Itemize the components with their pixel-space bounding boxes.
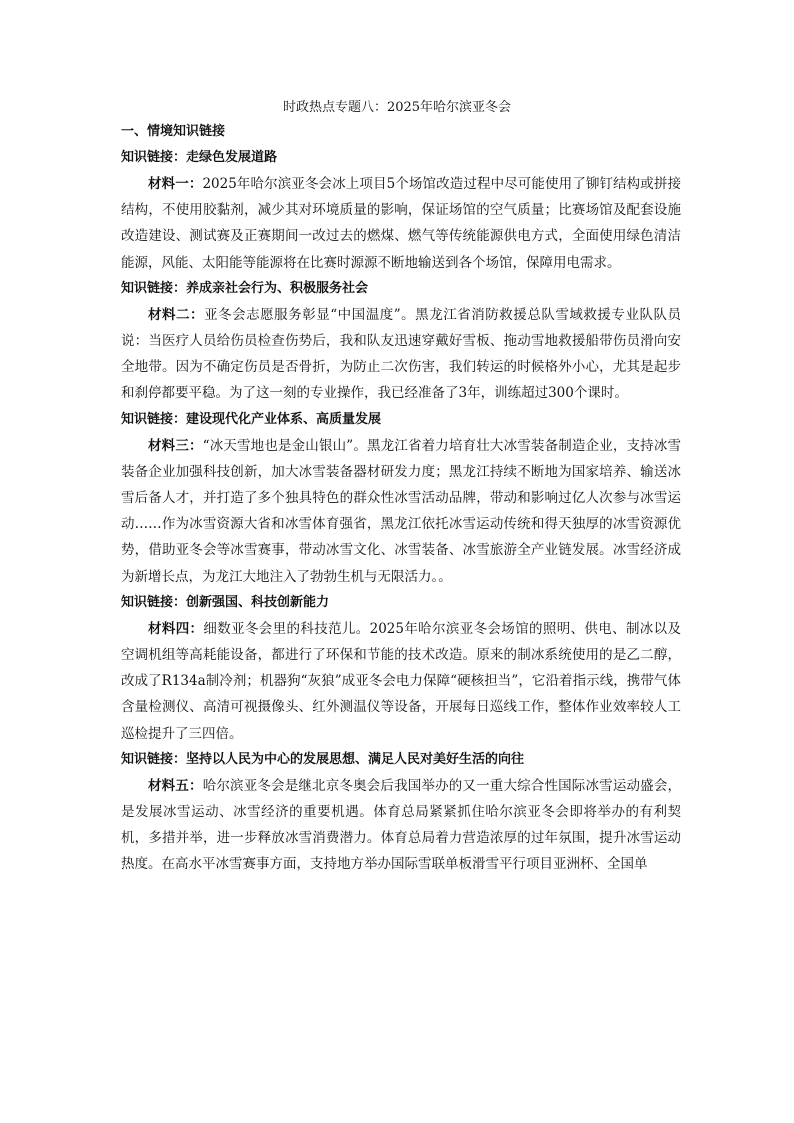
material-3-text: “冰天雪地也是金山银山”。黑龙江省着力培育壮大冰雪装备制造企业，支持冰雪装备企业加强科技创新，加大冰雪装备器材研发力度；黑龙江持续不断地为国家培养、输送冰雪后备人才，并打造了多个独具特色的群众性冰雪活动品牌，带动和影响过亿人次参与冰雪运动……作为冰雪资源大省和冰雪体育强省，黑龙江依托冰雪运动传统和得天独厚的冰雪资源优势，借助亚冬会等冰雪赛事，带动冰雪文化、冰雪装备、冰雪旅游全产业链发展。冰雪经济成为新增长点，为龙江大地注入了勃勃生机与无限活力。。 xyxy=(121,437,681,585)
material-2 xyxy=(121,302,681,407)
document-body xyxy=(121,119,681,878)
knowledge-link-2: 知识链接：养成亲社会行为、积极服务社会 xyxy=(121,280,369,296)
material-3-label: 材料三： xyxy=(148,437,203,454)
knowledge-link-4: 知识链接：创新强国、科技创新能力 xyxy=(121,594,330,610)
material-1-text: 2025年哈尔滨亚冬会冰上项目5个场馆改造过程中尽可能使用了铆钉结构或拼接结构，不使用胶黏剂，减少其对环境质量的影响，保证场馆的空气质量；比赛场馆及配套设施改造建设、测试赛及正赛期间一改过去的燃煤、燃气等传统能源供电方式，全面使用绿色清洁能源，风能、太阳能等能源将在比赛时源源不断地输送到各个场馆，保障用电需求。 xyxy=(121,176,681,271)
material-4-text: 细数亚冬会里的科技范儿。2025年哈尔滨亚冬会场馆的照明、供电、制冰以及空调机组等高耗能设备，都进行了环保和节能的技术改造。原来的制冰系统使用的是乙二醇，改成了R134a制冷剂；机器狗“灰狼”成亚冬会电力保障“硬核担当”，它沿着指示线，携带气体含量检测仪、高清可视摄像头、红外测温仪等设备，开展每日巡线工作，整体作业效率较人工巡检提升了三四倍。 xyxy=(121,620,681,742)
document-title: 时政热点专题八：2025年哈尔滨亚冬会 xyxy=(282,100,512,115)
material-3 xyxy=(121,433,681,590)
material-5 xyxy=(121,773,681,878)
section-heading: 一、情境知识链接 xyxy=(121,124,226,139)
material-1 xyxy=(121,171,681,276)
knowledge-link-5: 知识链接：坚持以人民为中心的发展思想、满足人民对美好生活的向往 xyxy=(121,751,525,767)
material-5-label: 材料五： xyxy=(148,777,203,794)
material-2-label: 材料二： xyxy=(148,306,205,323)
knowledge-link-1: 知识链接：走绿色发展道路 xyxy=(121,150,278,165)
material-5-text: 哈尔滨亚冬会是继北京冬奥会后我国举办的又一重大综合性国际冰雪运动盛会，是发展冰雪运动、冰雪经济的重要机遇。体育总局紧紧抓住哈尔滨亚冬会即将举办的有利契机，多措并举，进一步释放冰雪消费潜力。体育总局着力营造浓厚的过年氛围，提升冰雪运动热度。在高水平冰雪赛事方面，支持地方举办国际雪联单板滑雪平行项目亚洲杯、全国单 xyxy=(121,777,682,873)
material-4-label: 材料四： xyxy=(148,620,204,637)
material-2-text: 亚冬会志愿服务彰显“中国温度”。黑龙江省消防救援总队雪域救援专业队队员说：当医疗人员给伤员检查伤势后，我和队友迅速穿戴好雪板、拖动雪地救援船带伤员滑向安全地带。因为不确定伤员是否骨折，为防止二次伤害，我们转运的时候格外小心，尤其是起步和刹停都要平稳。为了这一刻的专业操作，我已经准备了3年，训练超过300个课时。 xyxy=(121,306,681,402)
knowledge-link-3: 知识链接：建设现代化产业体系、高质量发展 xyxy=(121,411,382,427)
material-4 xyxy=(121,616,681,747)
material-1-label: 材料一： xyxy=(148,176,203,192)
